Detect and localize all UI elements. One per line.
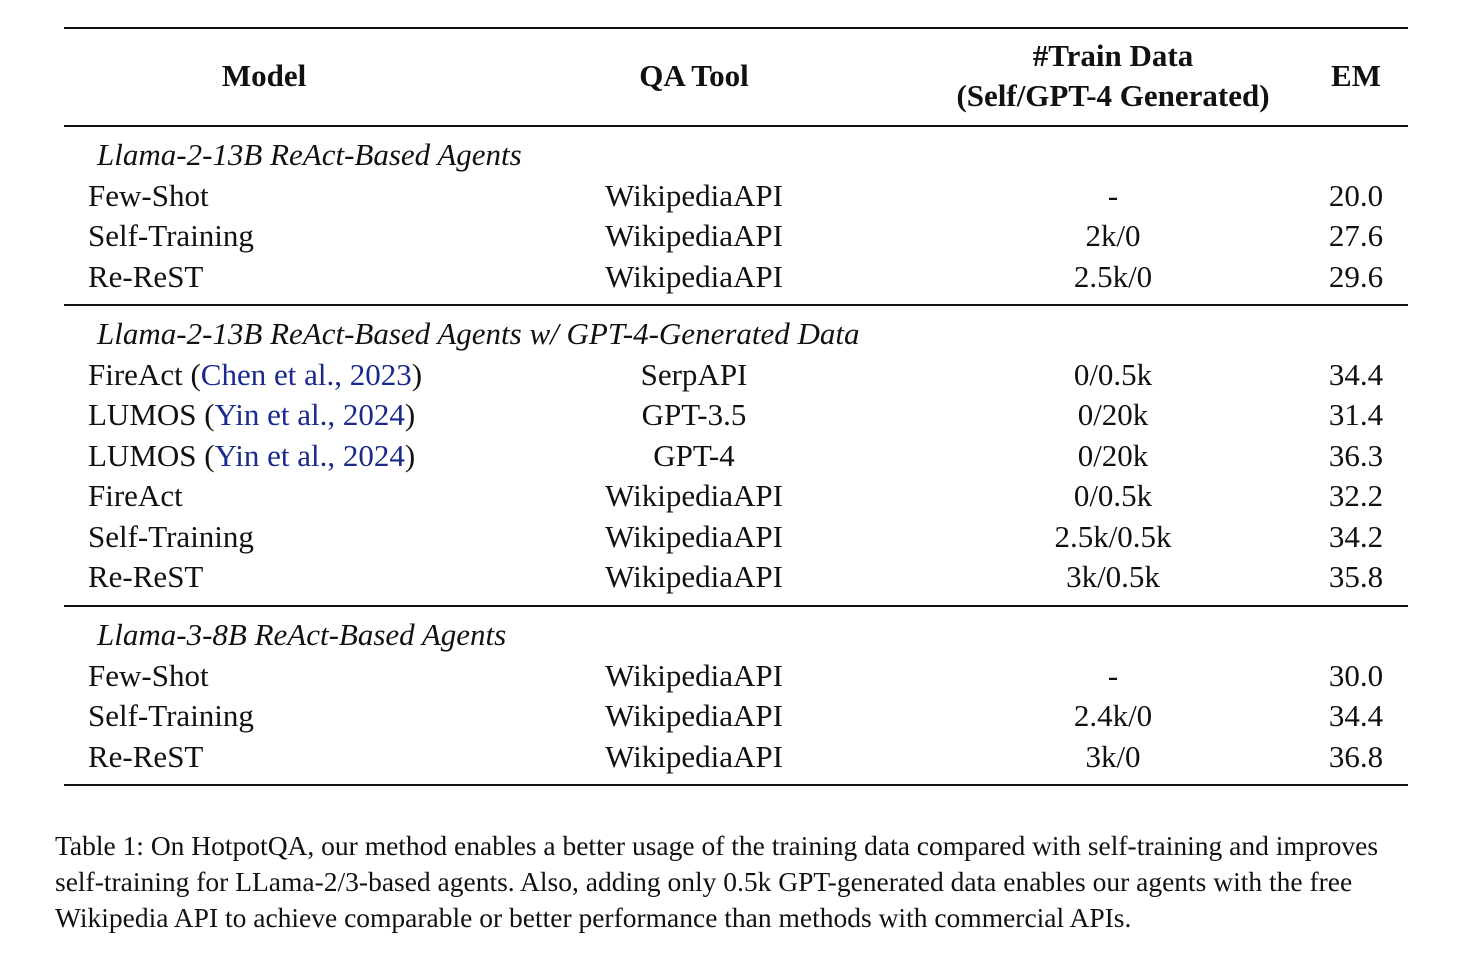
cell-qa-tool: WikipediaAPI [605, 738, 783, 774]
table-row [0, 436, 1475, 476]
model-name: LUMOS [88, 397, 197, 432]
cell-model [88, 257, 203, 297]
table-row [0, 216, 1475, 256]
model-name: FireAct [88, 356, 183, 392]
section-title: Llama-2-13B ReAct-Based Agents w/ GPT-4-Generated Data [97, 316, 860, 351]
table-row [0, 737, 1475, 777]
cell-model: FireAct (Chen et al., 2023) [88, 356, 423, 392]
citation-link[interactable]: Yin et al., 2024 [214, 437, 405, 473]
model-name: Few-Shot [88, 177, 209, 213]
model-name: Self-Training [88, 218, 254, 253]
cell-model [88, 216, 254, 256]
cell-train-data: 2.5k/0 [1073, 258, 1153, 294]
cell-train-data: 2.5k/0.5k [1054, 518, 1172, 554]
citation-link[interactable]: Yin et al., 2024 [214, 397, 405, 432]
cell-em: 31.4 [1328, 397, 1384, 432]
cell-train-data: 3k/0.5k [1066, 559, 1160, 594]
cell-em: 32.2 [1328, 478, 1384, 513]
table-top-rule [64, 27, 1408, 29]
cell-model [88, 476, 183, 516]
cell-qa-tool: WikipediaAPI [605, 657, 783, 693]
cell-model [88, 737, 203, 777]
cell-em: 34.4 [1328, 698, 1384, 733]
model-name: Re-ReST [88, 258, 204, 294]
table-row [0, 257, 1475, 297]
section-divider [64, 304, 1408, 306]
header-em: EM [1331, 58, 1381, 93]
cell-em: 34.4 [1328, 356, 1384, 392]
header-train-line1: #Train Data [1032, 38, 1194, 73]
cell-train-data: 0/20k [1077, 437, 1149, 473]
table-row [0, 696, 1475, 736]
table-row [0, 656, 1475, 696]
cell-qa-tool: SerpAPI [640, 356, 748, 392]
model-name: Few-Shot [88, 657, 209, 693]
cell-model [88, 176, 209, 216]
section-title: Llama-2-13B ReAct-Based Agents [97, 137, 522, 172]
cell-em: 27.6 [1328, 218, 1384, 253]
cell-qa-tool: WikipediaAPI [605, 177, 783, 213]
cell-train-data: 0/0.5k [1073, 478, 1153, 513]
cell-train-data: 2k/0 [1085, 218, 1141, 253]
cell-em: 36.3 [1328, 437, 1384, 473]
cell-model: LUMOS (Yin et al., 2024) [88, 437, 416, 473]
table-row [0, 557, 1475, 597]
cell-qa-tool: WikipediaAPI [605, 218, 783, 253]
cell-model [88, 517, 254, 557]
table-row [0, 176, 1475, 216]
table-row [0, 355, 1475, 395]
cell-model: LUMOS (Yin et al., 2024) [88, 397, 416, 432]
section-title: Llama-3-8B ReAct-Based Agents [97, 617, 507, 652]
cell-train-data: 0/0.5k [1073, 356, 1153, 392]
model-name: Re-ReST [88, 738, 204, 774]
cell-em: 34.2 [1328, 518, 1384, 554]
cell-train-data: 3k/0 [1085, 738, 1141, 774]
cell-qa-tool: WikipediaAPI [605, 258, 783, 294]
cell-train-data: - [1107, 177, 1119, 213]
cell-train-data: 0/20k [1077, 397, 1149, 432]
cell-qa-tool: WikipediaAPI [605, 518, 783, 554]
header-train-data [900, 36, 1326, 116]
model-name: FireAct [88, 478, 183, 513]
cell-model [88, 656, 209, 696]
cell-qa-tool: WikipediaAPI [605, 698, 783, 733]
cell-qa-tool: GPT-3.5 [641, 397, 747, 432]
header-train-line2: (Self/GPT-4 Generated) [956, 78, 1270, 113]
cell-qa-tool: WikipediaAPI [605, 559, 783, 594]
table-row [0, 395, 1475, 435]
header-rule [64, 125, 1408, 127]
table-caption: Table 1: On HotpotQA, our method enables a better usage of the training data compared with self-training and improves self-training for LLama-2/3-based agents. Also, adding only 0.5k GPT-generated data enables our agents with the free Wikipedia API to achieve comparable or better performance than methods with commercial APIs. [55, 830, 1379, 933]
cell-em: 29.6 [1328, 258, 1384, 294]
cell-em: 36.8 [1328, 738, 1384, 774]
cell-qa-tool: GPT-4 [653, 437, 735, 473]
model-name: Self-Training [88, 698, 254, 733]
cell-em: 35.8 [1328, 559, 1384, 594]
citation-link[interactable]: Chen et al., 2023 [200, 356, 412, 392]
table-bottom-rule [64, 784, 1408, 786]
cell-model [88, 557, 203, 597]
header-qa-tool: QA Tool [639, 58, 749, 93]
model-name: Self-Training [88, 518, 254, 554]
table-row [0, 476, 1475, 516]
table-row [0, 517, 1475, 557]
cell-em: 20.0 [1328, 177, 1384, 213]
cell-qa-tool: WikipediaAPI [605, 478, 783, 513]
model-name: LUMOS [88, 437, 197, 473]
cell-train-data: - [1107, 657, 1119, 693]
cell-em: 30.0 [1328, 657, 1384, 693]
model-name: Re-ReST [88, 559, 204, 594]
cell-model [88, 696, 254, 736]
section-divider [64, 605, 1408, 607]
header-model: Model [221, 58, 307, 93]
cell-train-data: 2.4k/0 [1073, 698, 1153, 733]
